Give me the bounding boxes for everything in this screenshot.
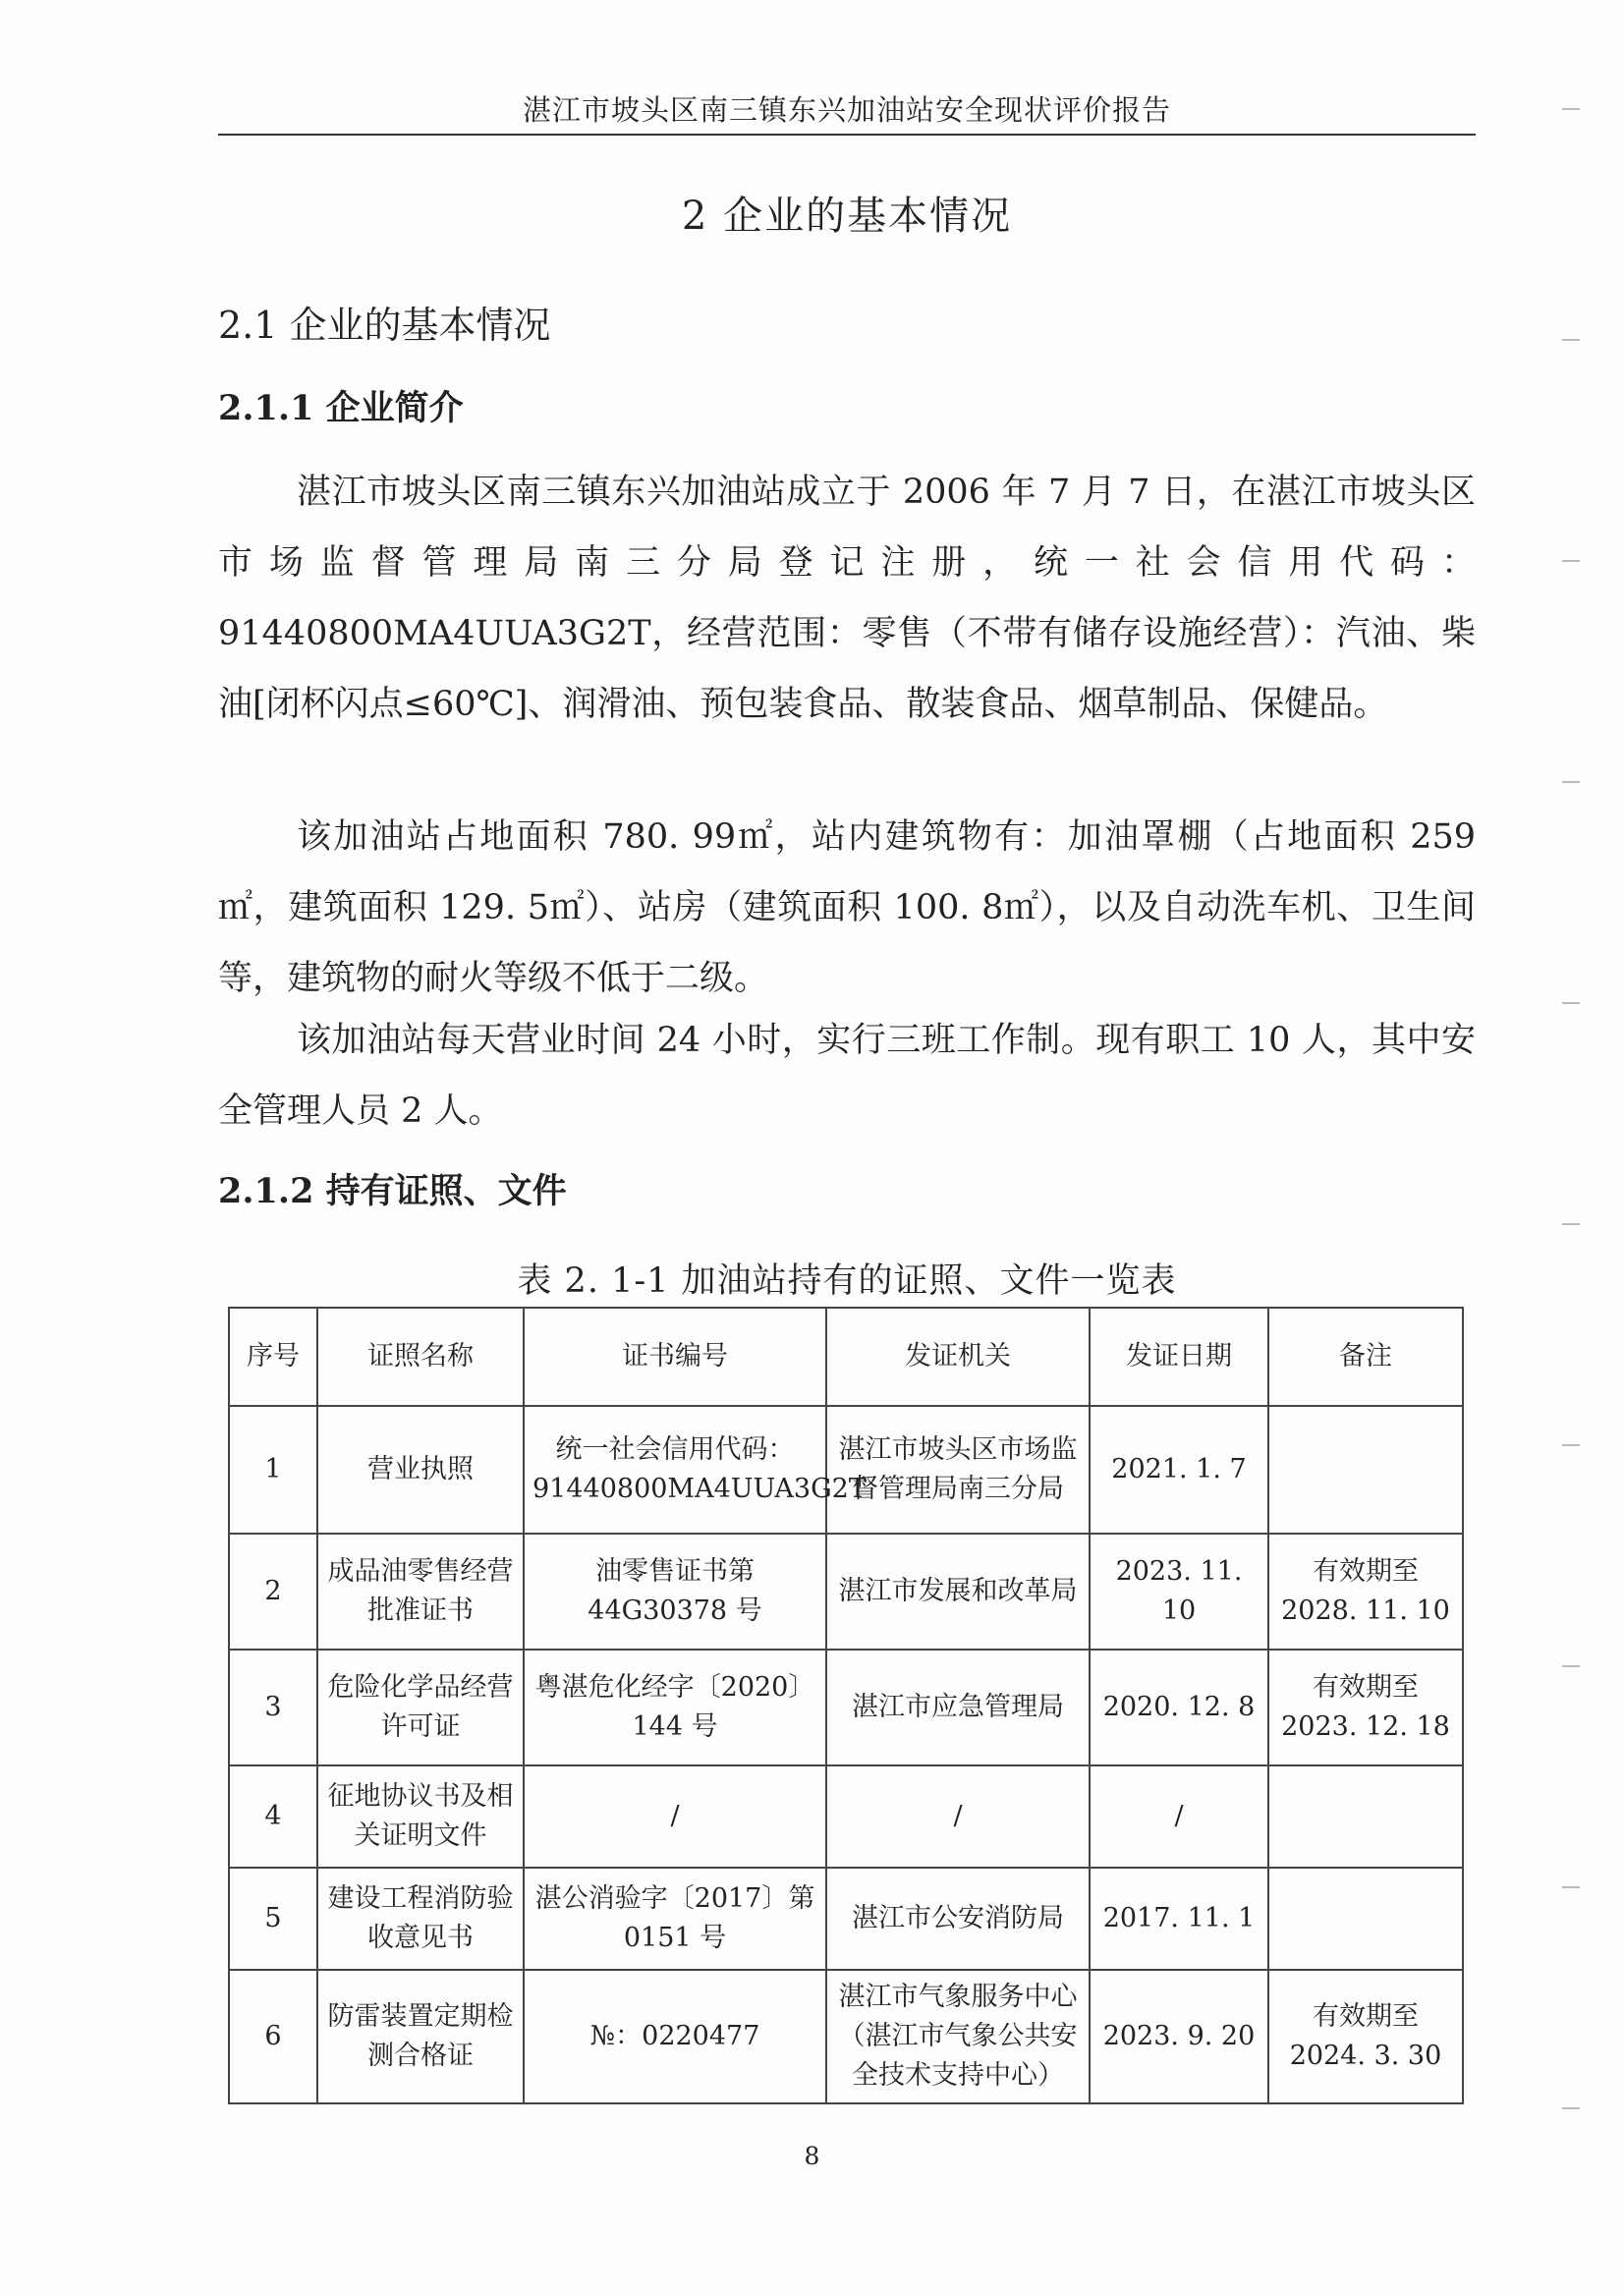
cell-cert-number: №：0220477 xyxy=(524,1970,826,2103)
cell-issuer: / xyxy=(826,1765,1090,1868)
table-row xyxy=(229,1868,1463,1970)
cell-index: 2 xyxy=(229,1534,317,1650)
cell-index: 5 xyxy=(229,1868,317,1970)
section-heading-2-1: 2.1 企业的基本情况 xyxy=(218,304,551,347)
section-heading-2-1-2: 2.1.2 持有证照、文件 xyxy=(218,1171,567,1211)
header-cell-issuer: 发证机关 xyxy=(826,1308,1090,1406)
header-cell-index: 序号 xyxy=(229,1308,317,1406)
header-cell-issue-date: 发证日期 xyxy=(1090,1308,1268,1406)
cell-index: 1 xyxy=(229,1406,317,1534)
margin-tick xyxy=(1562,2107,1580,2109)
cell-issuer: 湛江市坡头区市场监督管理局南三分局 xyxy=(826,1406,1090,1534)
page-number: 8 xyxy=(804,2142,820,2170)
header-cell-cert-number: 证书编号 xyxy=(524,1308,826,1406)
cell-cert-name: 建设工程消防验收意见书 xyxy=(317,1868,524,1970)
cell-remarks xyxy=(1268,1868,1463,1970)
cell-index: 4 xyxy=(229,1765,317,1868)
margin-tick xyxy=(1562,108,1580,110)
cell-remarks xyxy=(1268,1765,1463,1868)
margin-tick xyxy=(1562,1886,1580,1888)
cell-issuer: 湛江市应急管理局 xyxy=(826,1650,1090,1765)
cell-remarks xyxy=(1268,1406,1463,1534)
cell-cert-name: 成品油零售经营批准证书 xyxy=(317,1534,524,1650)
table-row xyxy=(229,1406,1463,1534)
margin-tick xyxy=(1562,560,1580,562)
table-row xyxy=(229,1650,1463,1765)
margin-tick xyxy=(1562,1002,1580,1004)
margin-tick xyxy=(1562,1665,1580,1667)
cell-remarks: 有效期至 2028. 11. 10 xyxy=(1268,1534,1463,1650)
cell-remarks: 有效期至 2024. 3. 30 xyxy=(1268,1970,1463,2103)
table-caption: 表 2. 1-1 加油站持有的证照、文件一览表 xyxy=(517,1261,1177,1301)
header-cell-remarks: 备注 xyxy=(1268,1308,1463,1406)
cell-cert-number: 统一社会信用代码：91440800MA4UUA3G2T xyxy=(524,1406,826,1534)
header-rule xyxy=(218,134,1476,136)
cell-cert-name: 危险化学品经营许可证 xyxy=(317,1650,524,1765)
paragraph-operations: 该加油站每天营业时间 24 小时，实行三班工作制。现有职工 10 人，其中安全管理人员 2 人。 xyxy=(218,1021,1476,1131)
cell-cert-number: 湛公消验字〔2017〕第 0151 号 xyxy=(524,1868,826,1970)
cell-issue-date: 2020. 12. 8 xyxy=(1090,1650,1268,1765)
margin-tick xyxy=(1562,1223,1580,1225)
cell-issuer: 湛江市公安消防局 xyxy=(826,1868,1090,1970)
cell-issue-date: 2017. 11. 1 xyxy=(1090,1868,1268,1970)
chapter-title: 2 企业的基本情况 xyxy=(681,194,1013,239)
cell-issue-date: 2023. 9. 20 xyxy=(1090,1970,1268,2103)
certificate-table xyxy=(228,1307,1464,2104)
cell-remarks: 有效期至 2023. 12. 18 xyxy=(1268,1650,1463,1765)
cell-issue-date: / xyxy=(1090,1765,1268,1868)
cell-cert-number: / xyxy=(524,1765,826,1868)
cell-cert-number: 粤湛危化经字〔2020〕144 号 xyxy=(524,1650,826,1765)
cell-issue-date: 2023. 11. 10 xyxy=(1090,1534,1268,1650)
cell-index: 3 xyxy=(229,1650,317,1765)
cell-issuer: 湛江市气象服务中心（湛江市气象公共安全技术支持中心） xyxy=(826,1970,1090,2103)
table-row xyxy=(229,1534,1463,1650)
header-cell-cert-name: 证照名称 xyxy=(317,1308,524,1406)
table-row xyxy=(229,1765,1463,1868)
margin-tick xyxy=(1562,339,1580,341)
paragraph-site-area: 该加油站占地面积 780. 99㎡，站内建筑物有：加油罩棚（占地面积 259㎡，建筑面积 129. 5㎡）、站房（建筑面积 100. 8㎡），以及自动洗车机、卫生间等，建筑物的耐火等级不低于二级。 xyxy=(218,817,1476,998)
margin-tick xyxy=(1562,1444,1580,1446)
running-header: 湛江市坡头区南三镇东兴加油站安全现状评价报告 xyxy=(522,93,1171,127)
cell-cert-number: 油零售证书第 44G30378 号 xyxy=(524,1534,826,1650)
table-row xyxy=(229,1970,1463,2103)
section-heading-2-1-1: 2.1.1 企业简介 xyxy=(218,388,464,428)
cell-issuer: 湛江市发展和改革局 xyxy=(826,1534,1090,1650)
cell-cert-name: 防雷装置定期检测合格证 xyxy=(317,1970,524,2103)
cell-index: 6 xyxy=(229,1970,317,2103)
cell-cert-name: 征地协议书及相关证明文件 xyxy=(317,1765,524,1868)
paragraph-company-intro: 湛江市坡头区南三镇东兴加油站成立于 2006 年 7 月 7 日，在湛江市坡头区市场监督管理局南三分局登记注册，统一社会信用代码：91440800MA4UUA3G2T，经营范围：零售（不带有储存设施经营）：汽油、柴油[闭杯闪点≤60℃]、润滑油、预包装食品、散装食品、烟草制品、保健品。 xyxy=(218,473,1476,724)
margin-tick xyxy=(1562,781,1580,783)
cell-issue-date: 2021. 1. 7 xyxy=(1090,1406,1268,1534)
cell-cert-name: 营业执照 xyxy=(317,1406,524,1534)
table-header-row xyxy=(229,1308,1463,1406)
